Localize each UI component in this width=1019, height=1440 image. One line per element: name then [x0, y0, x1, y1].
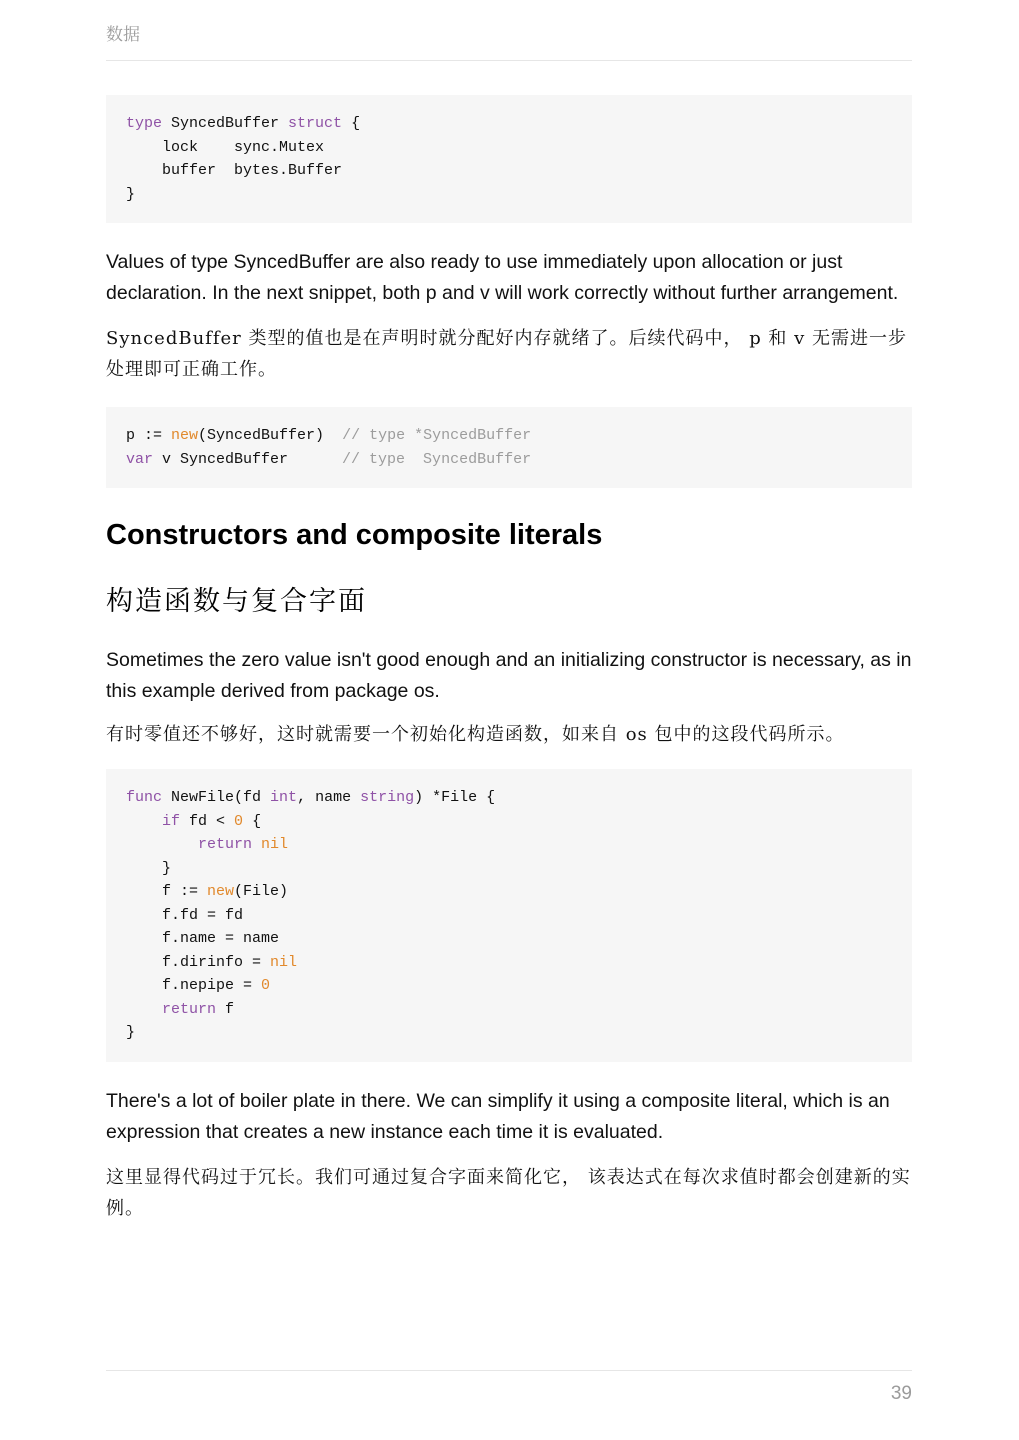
code-token-kw: return — [162, 1000, 217, 1018]
code-token: f — [216, 1000, 235, 1018]
code-token: p := — [126, 427, 172, 444]
code-token — [126, 813, 162, 830]
code-line — [126, 813, 261, 830]
code-token: v SyncedBuffer — [153, 450, 343, 468]
section-heading-zh: 构造函数与复合字面 — [106, 586, 367, 617]
code-token-fn: new — [207, 883, 235, 900]
code-token: } — [126, 185, 136, 203]
code-token-cm: // type *SyncedBuffer — [342, 427, 532, 444]
code-token: } — [126, 859, 172, 877]
code-token-kw: func — [126, 789, 163, 806]
code-token — [126, 1001, 162, 1018]
code-token: NewFile(fd — [162, 789, 271, 806]
paragraph-constructor-en: Sometimes the zero value isn't good enough and an initializing constructor is necessary, as in this example derived from package os. — [106, 649, 912, 702]
code-token-kw: int — [270, 789, 298, 806]
paragraph-composite-literal-en: There's a lot of boiler plate in there. We can simplify it using a composite literal, which is an expression that creates a new instance each time it is evaluated. — [106, 1089, 890, 1143]
code-token: f.fd = fd — [126, 906, 244, 924]
code-line — [126, 836, 288, 853]
code-line — [126, 977, 270, 994]
code-token: buffer bytes.Buffer — [126, 162, 343, 179]
code-block-newfile — [106, 769, 912, 1062]
code-token: f.dirinfo = — [126, 953, 271, 971]
code-line — [126, 162, 342, 179]
code-token-num: 0 — [261, 977, 271, 994]
code-line — [126, 954, 297, 971]
code-line — [126, 451, 531, 468]
code-token: } — [126, 1024, 136, 1041]
code-token: f.nepipe = — [126, 977, 262, 994]
code-line — [126, 427, 531, 444]
code-token-kw: type — [126, 115, 163, 132]
code-token-kw: string — [360, 789, 415, 806]
code-line — [126, 930, 279, 947]
page-footer — [106, 1370, 912, 1421]
code-token-kw: struct — [288, 115, 343, 132]
code-token — [252, 836, 261, 853]
page-number: 39 — [890, 1383, 912, 1404]
code-token-fn: nil — [270, 953, 298, 971]
paragraph-composite-literal-zh: 这里显得代码过于冗长。我们可通过复合字面来简化它， 该表达式在每次求值时都会创建新的实例。 — [106, 1166, 911, 1219]
code-line — [126, 186, 135, 203]
code-token: f := — [126, 883, 208, 900]
code-line — [126, 883, 288, 900]
code-token: (File) — [234, 883, 289, 900]
code-token — [126, 836, 198, 853]
code-block-synced-buffer — [106, 95, 912, 223]
code-line — [126, 907, 243, 924]
code-block-new-var — [106, 407, 912, 488]
code-token-fn: new — [171, 427, 199, 444]
code-token: , name — [297, 789, 361, 806]
section-heading-en: Constructors and composite literals — [106, 519, 603, 551]
paragraph-synced-buffer-zh: SyncedBuffer 类型的值也是在声明时就分配好内存就绪了。后续代码中， p 和 v 无需进一步处理即可正确工作。 — [106, 328, 908, 380]
code-token: { — [342, 115, 361, 132]
code-token-kw: return — [198, 836, 253, 853]
code-token-num: 0 — [234, 812, 244, 830]
paragraph-constructor-zh: 有时零值还不够好，这时就需要一个初始化构造函数，如来自 os 包中的这段代码所示。 — [106, 724, 845, 745]
code-line — [126, 139, 324, 156]
code-token: lock sync.Mutex — [126, 138, 325, 156]
code-token: fd < — [180, 812, 235, 830]
code-token-fn: nil — [261, 836, 289, 853]
page-header — [106, 22, 912, 61]
code-token: (SyncedBuffer) — [198, 427, 343, 444]
code-line — [126, 115, 360, 132]
code-token: f.name = name — [126, 930, 280, 947]
code-token: SyncedBuffer — [162, 115, 289, 132]
page-content — [106, 95, 912, 1224]
code-line — [126, 1001, 234, 1018]
paragraph-synced-buffer-en: Values of type SyncedBuffer are also ready to use immediately upon allocation or just declaration. In the next snippet, both p and v will work correctly without further arrangement. — [106, 251, 899, 304]
code-line — [126, 860, 171, 877]
code-token: ) *File { — [414, 789, 496, 806]
header-title: 数据 — [106, 25, 140, 45]
code-token: { — [243, 812, 262, 830]
code-line — [126, 1024, 135, 1041]
code-token-kw: if — [162, 812, 181, 830]
code-token-kw: var — [126, 450, 154, 468]
code-line — [126, 789, 495, 806]
code-token-cm: // type SyncedBuffer — [342, 450, 532, 468]
